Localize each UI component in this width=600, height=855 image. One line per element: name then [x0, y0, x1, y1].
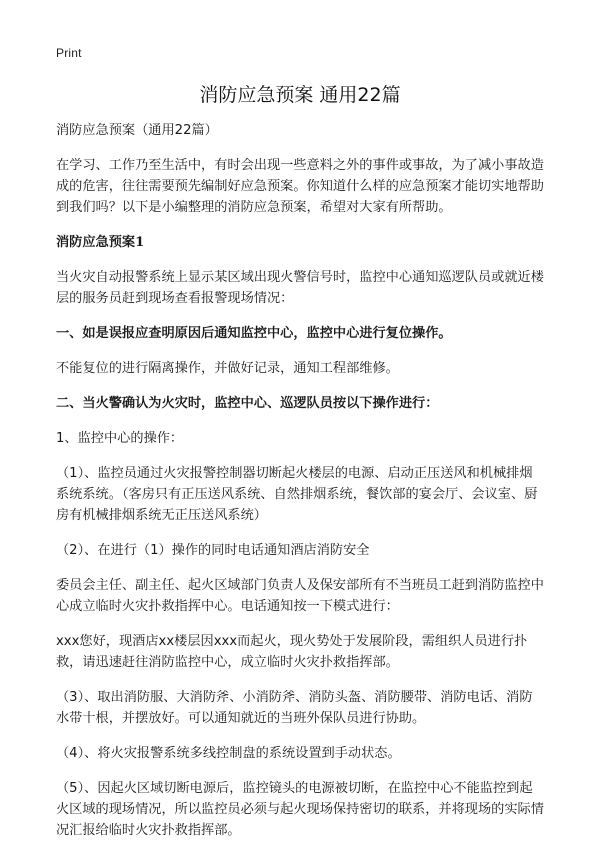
print-link[interactable]: Print	[56, 46, 82, 60]
list-item: （4）、将火灾报警系统多线控制盘的系统设置到手动状态。	[56, 746, 401, 761]
paragraph: 委员会主任、副主任、起火区域部门负责人及保安部所有不当班员工赶到消防监控中心成立临时火灾扑救指挥中心。电话通知按一下模式进行：	[56, 578, 544, 614]
call-script: xxx您好，现酒店xx楼层因xxx而起火，现火势处于发展阶段，需组织人员进行扑救，请迅速赶往消防监控中心，成立临时火灾扑救指挥部。	[56, 634, 528, 670]
list-item: （5）、因起火区域切断电源后，监控镜头的电源被切断，在监控中心不能监控到起火区域的现场情况，所以监控员必须与起火现场保持密切的联系，并将现场的实际情况汇报给临时火灾扑救指挥部。	[56, 781, 544, 838]
list-item: （2）、在进行（1）操作的同时电话通知酒店消防安全	[56, 543, 370, 558]
document-subtitle: 消防应急预案（通用22篇）	[56, 123, 218, 138]
document-body	[56, 120, 544, 855]
list-item: （1）、监控员通过火灾报警控制器切断起火楼层的电源、启动正压送风和机械排烟系统系统。（客房只有正压送风系统、自然排烟系统，餐饮部的宴会厅、会议室、厨房有机械排烟系统无正压送风系统）	[56, 466, 538, 523]
point-heading: 一、如是误报应查明原因后通知监控中心，监控中心进行复位操作。	[56, 326, 452, 341]
intro-paragraph: 在学习、工作乃至生活中，有时会出现一些意料之外的事件或事故，为了减小事故造成的危害，往往需要预先编制好应急预案。你知道什么样的应急预案才能切实地帮助到我们吗？以下是小编整理的消防应急预案，希望对大家有所帮助。	[56, 158, 544, 215]
page-title: 消防应急预案 通用22篇	[199, 84, 401, 106]
paragraph: 当火灾自动报警系统上显示某区域出现火警信号时，监控中心通知巡逻队员或就近楼层的服务员赶到现场查看报警现场情况：	[56, 270, 544, 306]
point-heading: 二、当火警确认为火灾时，监控中心、巡逻队员按以下操作进行：	[56, 396, 439, 411]
section-heading: 消防应急预案1	[56, 235, 145, 250]
paragraph: 不能复位的进行隔离操作，并做好记录，通知工程部维修。	[56, 361, 399, 376]
sub-heading: 1、监控中心的操作：	[56, 431, 184, 446]
list-item: （3）、取出消防服、大消防斧、小消防斧、消防头盔、消防腰带、消防电话、消防水带十根，并摆放好。可以通知就近的当班外保队员进行协助。	[56, 690, 533, 726]
